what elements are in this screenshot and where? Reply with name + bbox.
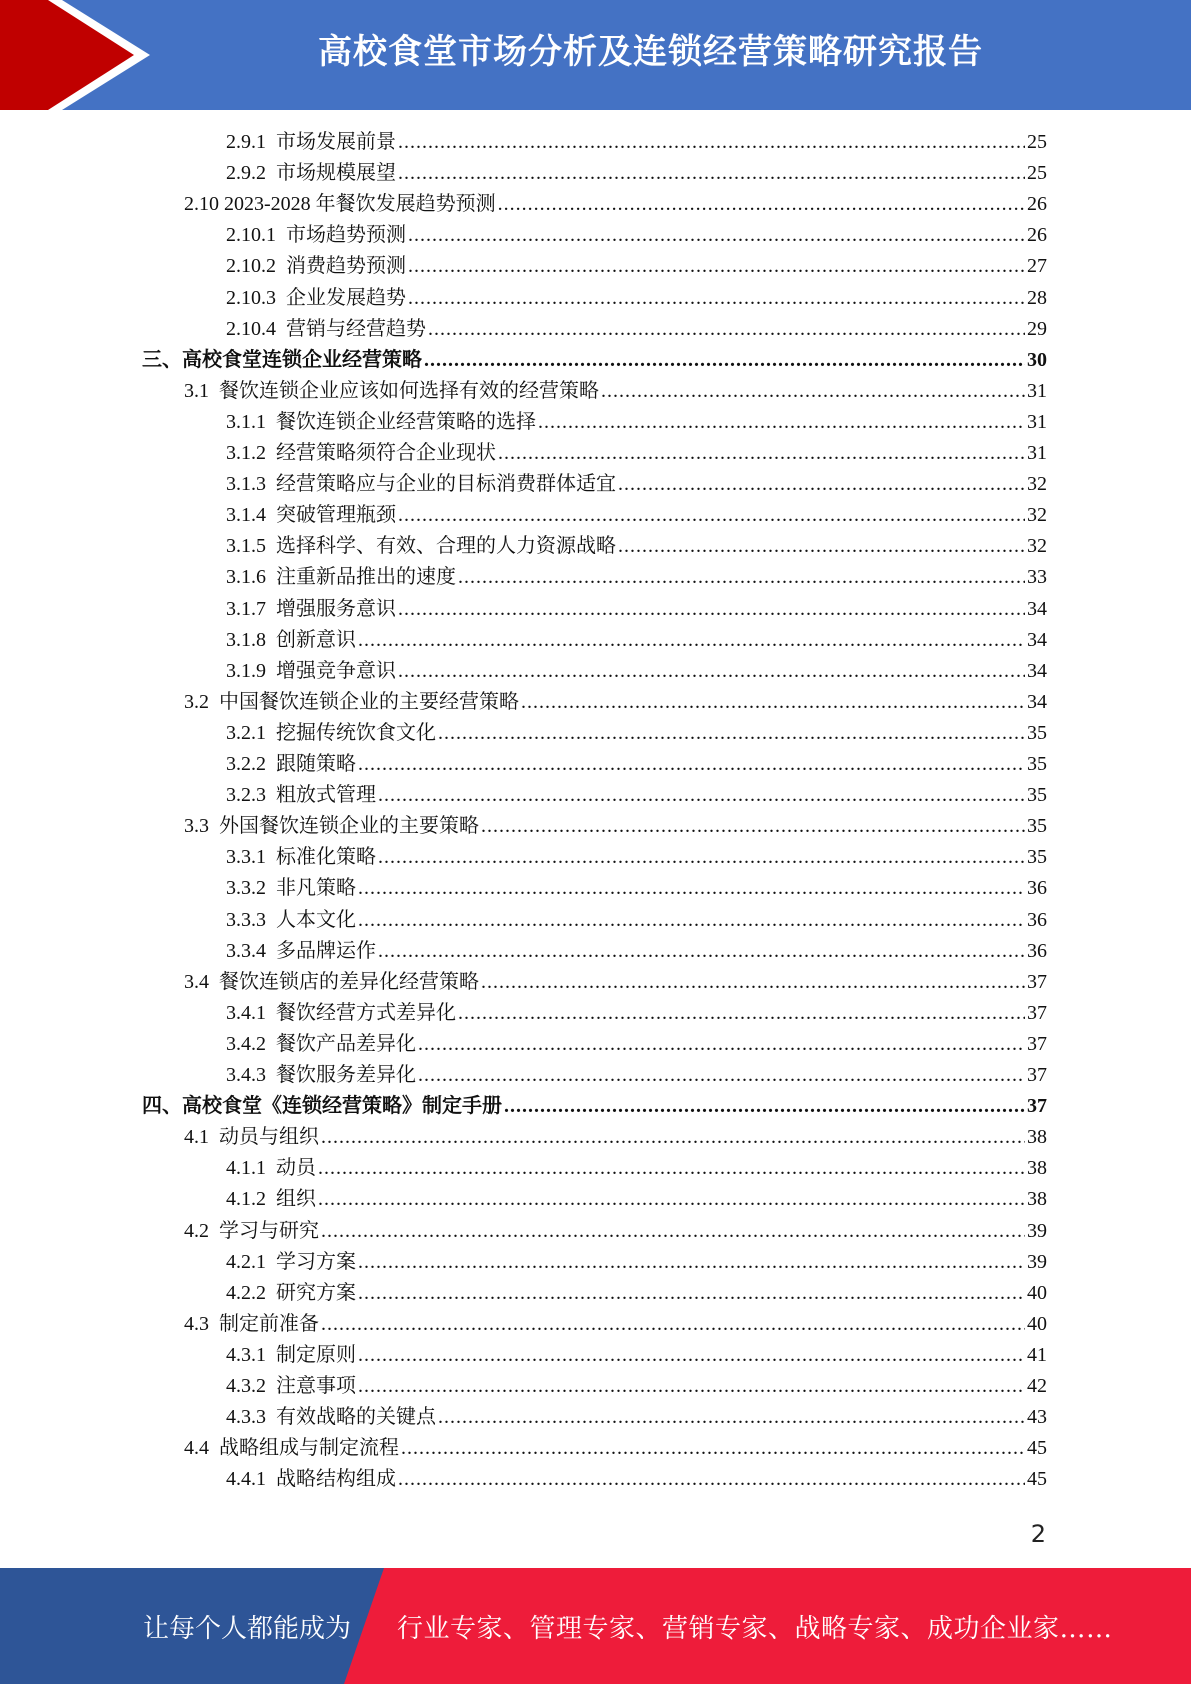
toc-entry-page: 36 [1027,939,1047,962]
toc-entry-page: 35 [1027,815,1047,838]
toc-dot-leader [458,562,1025,593]
toc-dot-leader [378,936,1025,967]
toc-entry-page: 38 [1027,1188,1047,1211]
toc-dot-leader [498,438,1025,469]
document-title: 高校食堂市场分析及连锁经营策略研究报告 [318,32,983,72]
toc-entry[interactable] [226,1184,1047,1215]
toc-entry-page: 35 [1027,846,1047,869]
toc-entry-label: 3.4.3 餐饮服务差异化 [226,1064,416,1086]
toc-entry-page: 35 [1027,784,1047,807]
toc-entry[interactable] [226,936,1047,967]
toc-entry[interactable] [226,780,1047,811]
toc-dot-leader [504,1091,1025,1122]
toc-entry-page: 32 [1027,504,1047,527]
toc-entry-page: 37 [1027,1001,1047,1024]
toc-dot-leader [398,127,1025,158]
toc-entry-label: 3.3.2 非凡策略 [226,877,356,900]
toc-entry[interactable] [226,531,1047,562]
toc-dot-leader [358,749,1025,780]
toc-entry-label: 4.2.2 研究方案 [226,1281,356,1304]
toc-entry[interactable] [184,1122,1047,1153]
toc-dot-leader [398,500,1025,531]
toc-entry-label: 3.2.1 挖掘传统饮食文化 [226,721,436,744]
toc-entry-label: 4.2.1 学习方案 [226,1250,356,1273]
page-number: 2 [1030,1520,1046,1548]
toc-entry-page: 39 [1027,1219,1047,1242]
toc-dot-leader [358,1278,1025,1309]
toc-entry[interactable] [226,594,1047,625]
toc-entry[interactable] [226,1464,1047,1495]
toc-entry[interactable] [184,1433,1047,1464]
toc-entry[interactable] [226,251,1047,282]
toc-entry-page: 36 [1027,908,1047,931]
toc-entry[interactable] [142,345,1047,376]
toc-dot-leader [318,1153,1025,1184]
toc-dot-leader [398,1464,1025,1495]
toc-entry[interactable] [226,873,1047,904]
toc-dot-leader [401,1433,1025,1464]
toc-entry-label: 三、高校食堂连锁企业经营策略 [142,348,422,371]
toc-entry-page: 33 [1027,566,1047,589]
toc-entry-label: 3.4.1 餐饮经营方式差异化 [226,1001,456,1024]
toc-entry[interactable] [226,562,1047,593]
toc-entry-page: 28 [1027,286,1047,309]
toc-dot-leader [438,718,1025,749]
toc-entry-page: 45 [1027,1468,1047,1491]
toc-entry[interactable] [226,1340,1047,1371]
toc-dot-leader [498,189,1025,220]
toc-entry[interactable] [184,811,1047,842]
toc-entry[interactable] [226,718,1047,749]
toc-entry-label: 2.10.3 企业发展趋势 [226,286,406,309]
toc-entry-label: 3.1.4 突破管理瓶颈 [226,504,396,527]
toc-entry-label: 4.4.1 战略结构组成 [226,1468,396,1491]
toc-entry[interactable] [226,314,1047,345]
toc-entry-page: 30 [1027,348,1047,371]
toc-entry-label: 2.9.1 市场发展前景 [226,131,396,153]
toc-dot-leader [458,998,1025,1029]
toc-entry[interactable] [184,1309,1047,1340]
toc-entry-label: 2.10.2 消费趋势预测 [226,255,406,278]
toc-dot-leader [358,625,1025,656]
toc-entry-label: 3.1.9 增强竞争意识 [226,659,396,682]
toc-dot-leader [481,967,1025,998]
toc-entry[interactable] [226,158,1047,189]
toc-entry-page: 37 [1027,1064,1047,1086]
toc-entry-label: 3.1.3 经营策略应与企业的目标消费群体适宜 [226,473,616,496]
toc-entry-label: 4.3 制定前准备 [184,1312,319,1335]
toc-dot-leader [538,407,1025,438]
toc-entry-page: 41 [1027,1343,1047,1366]
toc-dot-leader [618,531,1025,562]
toc-entry-label: 3.1.6 注重新品推出的速度 [226,566,456,589]
toc-entry-label: 3.3 外国餐饮连锁企业的主要策略 [184,815,479,838]
toc-dot-leader [398,158,1025,189]
toc-entry[interactable] [226,1247,1047,1278]
toc-entry-page: 27 [1027,255,1047,278]
toc-entry-page: 37 [1027,1095,1047,1118]
toc-dot-leader [408,283,1025,314]
toc-entry-label: 3.3.3 人本文化 [226,908,356,931]
toc-entry-page: 37 [1027,1032,1047,1055]
toc-entry-page: 35 [1027,753,1047,775]
header-chevron-decoration [0,0,160,110]
toc-entry[interactable] [142,1091,1047,1122]
toc-entry-label: 4.3.1 制定原则 [226,1343,356,1366]
toc-dot-leader [378,780,1025,811]
toc-entry-label: 3.3.1 标准化策略 [226,846,376,869]
toc-entry-label: 4.1.2 组织 [226,1188,316,1211]
toc-entry-page: 34 [1027,659,1047,682]
toc-entry[interactable] [226,220,1047,251]
toc-entry-page: 26 [1027,224,1047,247]
toc-entry[interactable] [226,1371,1047,1402]
toc-entry-label: 3.3.4 多品牌运作 [226,939,376,962]
toc-dot-leader [358,1371,1025,1402]
toc-dot-leader [618,469,1025,500]
toc-entry-page: 34 [1027,597,1047,620]
toc-entry-label: 3.1.5 选择科学、有效、合理的人力资源战略 [226,535,616,558]
toc-entry[interactable] [226,905,1047,936]
toc-entry[interactable] [184,189,1047,220]
toc-dot-leader [318,1184,1025,1215]
page-footer [0,1568,1191,1684]
toc-entry-page: 25 [1027,162,1047,185]
toc-entry-label: 3.1.7 增强服务意识 [226,597,396,620]
toc-dot-leader [321,1309,1025,1340]
toc-entry[interactable] [226,1029,1047,1060]
toc-entry-label: 3.1.1 餐饮连锁企业经营策略的选择 [226,410,536,433]
toc-entry[interactable] [226,625,1047,656]
toc-entry[interactable] [184,967,1047,998]
toc-entry-label: 2.9.2 市场规模展望 [226,162,396,185]
toc-entry-page: 29 [1027,317,1047,340]
toc-dot-leader [408,251,1025,282]
toc-dot-leader [378,842,1025,873]
footer-slogan-right: 行业专家、管理专家、营销专家、战略专家、成功企业家…… [397,1614,1113,1644]
toc-entry[interactable] [226,1060,1047,1091]
toc-entry-page: 37 [1027,970,1047,993]
toc-dot-leader [358,873,1025,904]
footer-slogan-left: 让每个人都能成为 [143,1614,352,1644]
toc-dot-leader [418,1029,1025,1060]
toc-entry-label: 3.2.3 粗放式管理 [226,784,376,807]
toc-entry-label: 3.1.8 创新意识 [226,628,356,651]
toc-entry-label: 4.3.2 注意事项 [226,1375,356,1397]
toc-dot-leader [358,905,1025,936]
toc-entry[interactable] [226,283,1047,314]
toc-entry-page: 31 [1027,379,1047,402]
toc-dot-leader [358,1340,1025,1371]
toc-dot-leader [398,656,1025,687]
page-header [0,0,1191,110]
toc-entry-page: 25 [1027,131,1047,153]
toc-entry[interactable] [226,1278,1047,1309]
toc-dot-leader [424,345,1025,376]
toc-entry-page: 38 [1027,1157,1047,1180]
toc-entry[interactable] [226,500,1047,531]
toc-dot-leader [321,1216,1025,1247]
toc-entry-label: 3.2 中国餐饮连锁企业的主要经营策略 [184,690,519,713]
toc-entry[interactable] [226,656,1047,687]
toc-entry-label: 4.2 学习与研究 [184,1219,319,1242]
toc-entry[interactable] [226,998,1047,1029]
toc-entry-label: 4.1 动员与组织 [184,1126,319,1149]
toc-entry-label: 3.4 餐饮连锁店的差异化经营策略 [184,970,479,993]
toc-entry[interactable] [184,376,1047,407]
toc-dot-leader [398,594,1025,625]
toc-entry-page: 34 [1027,690,1047,713]
toc-entry-label: 2.10.1 市场趋势预测 [226,224,406,247]
toc-entry-page: 35 [1027,721,1047,744]
toc-entry-page: 34 [1027,628,1047,651]
toc-entry-label: 4.1.1 动员 [226,1157,316,1180]
toc-entry-label: 4.4 战略组成与制定流程 [184,1437,399,1460]
toc-entry[interactable] [184,1216,1047,1247]
toc-entry-label: 四、高校食堂《连锁经营策略》制定手册 [142,1095,502,1118]
toc-entry-page: 36 [1027,877,1047,900]
toc-entry-label: 2.10.4 营销与经营趋势 [226,317,426,340]
toc-entry[interactable] [226,127,1047,158]
toc-dot-leader [438,1402,1025,1433]
toc-entry[interactable] [226,407,1047,438]
toc-entry-page: 45 [1027,1437,1047,1460]
toc-dot-leader [358,1247,1025,1278]
toc-entry[interactable] [226,842,1047,873]
toc-entry-page: 42 [1027,1375,1047,1397]
toc-entry[interactable] [226,749,1047,780]
toc-dot-leader [601,376,1025,407]
toc-entry-label: 3.1 餐饮连锁企业应该如何选择有效的经营策略 [184,379,599,402]
toc-entry-page: 32 [1027,535,1047,558]
toc-entry-label: 4.3.3 有效战略的关键点 [226,1406,436,1429]
toc-entry-page: 43 [1027,1406,1047,1429]
toc-entry-page: 39 [1027,1250,1047,1273]
toc-entry-page: 40 [1027,1312,1047,1335]
toc-entry-page: 40 [1027,1281,1047,1304]
toc-dot-leader [481,811,1025,842]
toc-entry-label: 2.10 2023-2028 年餐饮发展趋势预测 [184,193,496,216]
toc-entry-page: 38 [1027,1126,1047,1149]
toc-entry-page: 31 [1027,410,1047,433]
toc-dot-leader [321,1122,1025,1153]
toc-dot-leader [418,1060,1025,1091]
toc-entry-page: 31 [1027,442,1047,464]
toc-entry[interactable] [226,1402,1047,1433]
toc-dot-leader [521,687,1025,718]
toc-entry-label: 3.4.2 餐饮产品差异化 [226,1032,416,1055]
toc-entry[interactable] [226,438,1047,469]
toc-entry-label: 3.1.2 经营策略须符合企业现状 [226,442,496,464]
toc-entry-page: 32 [1027,473,1047,496]
toc-entry[interactable] [226,469,1047,500]
toc-entry-label: 3.2.2 跟随策略 [226,753,356,775]
toc-dot-leader [408,220,1025,251]
toc-entry-page: 26 [1027,193,1047,216]
toc-entry[interactable] [226,1153,1047,1184]
toc-entry[interactable] [184,687,1047,718]
toc-dot-leader [428,314,1025,345]
